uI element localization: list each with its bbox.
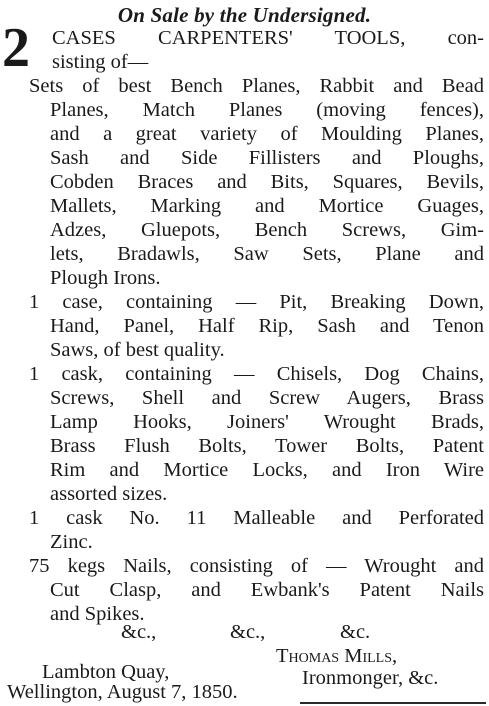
- case-list-line: Cobden Braces and Bits, Squares, Bevils,: [50, 171, 484, 193]
- signature-title: Ironmonger, &c.: [302, 667, 439, 689]
- etc-mark: &c.: [340, 621, 371, 643]
- etc-mark: &c.,: [230, 621, 266, 643]
- case-list-line: and a great variety of Moulding Planes,: [50, 123, 484, 145]
- intro-line: sisting of—: [52, 51, 149, 73]
- nails-line: and Spikes.: [50, 603, 145, 625]
- signature-name: Thomas Mills,: [276, 645, 398, 667]
- advert-heading: On Sale by the Undersigned.: [117, 3, 372, 27]
- zinc-line: Zinc.: [50, 531, 93, 553]
- cask-line: Rim and Mortice Locks, and Iron Wire: [50, 459, 484, 481]
- intro-line: CASES CARPENTERS' TOOLS, con-: [52, 27, 484, 49]
- case-list-line: Adzes, Gluepots, Bench Screws, Gim-: [50, 219, 484, 241]
- nails-line: 75 kegs Nails, consisting of — Wrought and: [29, 555, 484, 577]
- saws-line: Hand, Panel, Half Rip, Sash and Tenon: [50, 315, 484, 337]
- case-list-line: Mallets, Marking and Mortice Guages,: [50, 195, 484, 217]
- date-line: Wellington, August 7, 1850.: [7, 681, 238, 703]
- cask-line: 1 cask, containing — Chisels, Dog Chains,: [29, 363, 484, 385]
- case-list-line: Plough Irons.: [50, 267, 161, 289]
- closing-rule: [300, 702, 486, 704]
- address-line: Lambton Quay,: [42, 661, 170, 683]
- case-list-line: Planes, Match Planes (moving fences),: [50, 99, 484, 121]
- case-list-line: lets, Bradawls, Saw Sets, Plane and: [50, 243, 484, 265]
- saws-line: Saws, of best quality.: [50, 339, 225, 361]
- zinc-line: 1 cask No. 11 Malleable and Perforated: [29, 507, 484, 529]
- cask-line: Brass Flush Bolts, Tower Bolts, Patent: [50, 435, 484, 457]
- cask-line: assorted sizes.: [50, 483, 168, 505]
- saws-line: 1 case, containing — Pit, Breaking Down,: [29, 291, 484, 313]
- case-list-line: Sash and Side Fillisters and Ploughs,: [50, 147, 484, 169]
- case-list-line: Sets of best Bench Planes, Rabbit and Bead: [29, 75, 484, 97]
- cask-line: Screws, Shell and Screw Augers, Brass: [50, 387, 484, 409]
- etc-mark: &c.,: [121, 621, 157, 643]
- lot-number: 2: [2, 17, 30, 79]
- cask-line: Lamp Hooks, Joiners' Wrought Brads,: [50, 411, 484, 433]
- nails-line: Cut Clasp, and Ewbank's Patent Nails: [50, 579, 484, 601]
